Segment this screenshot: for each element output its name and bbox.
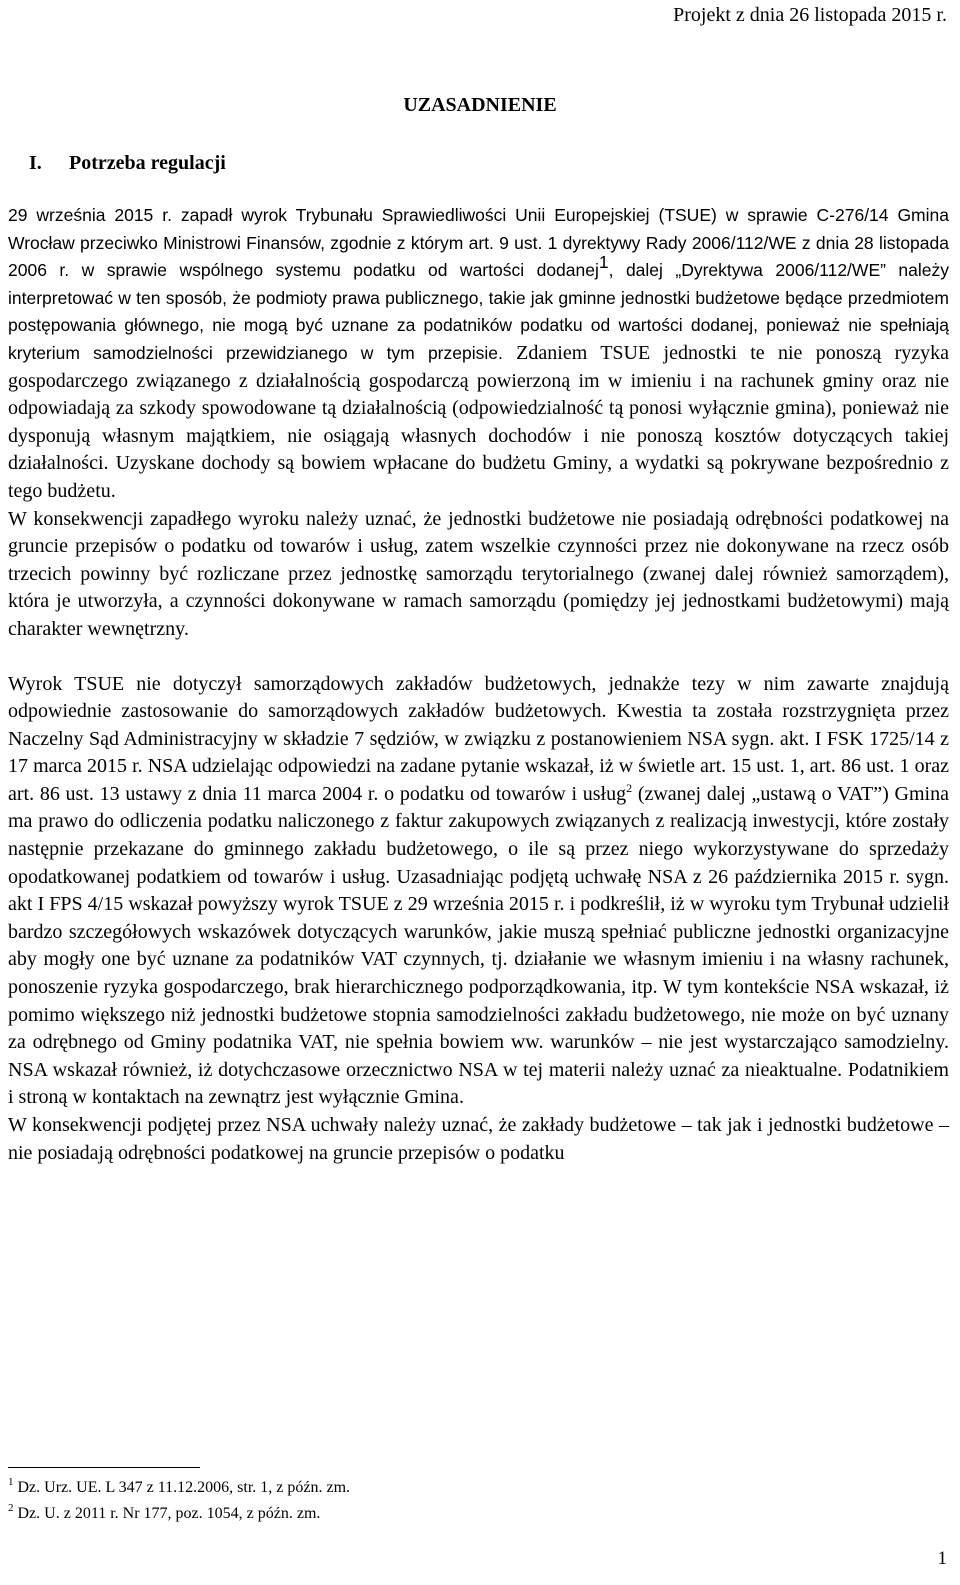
paragraph-nsa-resolution (8, 671, 949, 1113)
paragraph-consequence: W konsekwencji zapadłego wyroku należy uznać, że jednostki budżetowe nie posiadają odrębności podatkowej na gruncie przepisów o podatku od towarów i usług, zatem wszelkie czynności przez nie dokonywane na rzecz osób trzecich powinny być rozliczane przez jednostkę samorządu terytorialnego (zwanej dalej również samorządem), która je utworzyła, a czynności dokonywane w ramach samorządu (pomiędzy jej jednostkami budżetowymi) mają charakter wewnętrzny. (8, 507, 949, 640)
footnote-item (8, 1475, 350, 1501)
paragraph-text: Zdaniem TSUE jednostki te nie ponoszą ryzyka gospodarczego związanego z działalnością gospodarczą powierzoną im w imieniu i na rachunek gminy oraz nie odpowiadają za szkody spowodowane tą działalnością (odpowiedzialność tą ponosi wyłącznie gmina), ponieważ nie dysponują własnym majątkiem, nie osiągają własnych dochodów i nie ponoszą kosztów dotyczących takiej działalności. Uzyskane dochody są bowiem wpłacane do budżetu Gminy, a wydatki są pokrywane bezpośrednio z tego budżetu. (8, 341, 949, 502)
footnotes (8, 1475, 350, 1527)
paragraph-text: 29 września 2015 r. zapadł wyrok Trybunału Sprawiedliwości Unii Europejskiej (TSUE) w sprawie C-276/14 Gmina Wrocław przeciwko Ministrowi Finansów, zgodnie z którym art. 9 ust. 1 dyrektywy Rady 2006/112/WE z dnia 28 listopada 2006 r. w sprawie wspólnego systemu podatku od wartości dodanej (8, 205, 949, 281)
paragraph-text: Wyrok TSUE nie dotyczył samorządowych zakładów budżetowych, jednakże tezy w nim zawarte znajdują odpowiednie zastosowanie do samorządowych zakładów budżetowych. Kwestia ta została rozstrzygnięta przez Naczelny Sąd Administracyjny w składzie 7 sędziów, w związku z postanowieniem NSA sygn. akt. I FSK 1725/14 z 17 marca 2015 r. NSA udzielając odpowiedzi na zadane pytanie wskazał, iż w świetle art. 15 ust. 1, art. 86 ust. 1 oraz art. 86 ust. 13 ustawy z dnia 11 marca 2004 r. o podatku od towarów i usług (8, 672, 949, 805)
document-title: UZASADNIENIE (403, 94, 557, 116)
footnote-item (8, 1501, 350, 1527)
paragraph-tsue-ruling (8, 202, 949, 506)
section-number: I. (29, 152, 42, 174)
footnote-number: 1 (8, 1476, 14, 1488)
footnote-ref-2: 2 (626, 780, 633, 795)
footnote-number: 2 (8, 1502, 14, 1514)
footnote-separator (8, 1467, 200, 1468)
section-title: Potrzeba regulacji (69, 152, 226, 174)
footnote-text: Dz. Urz. UE. L 347 z 11.12.2006, str. 1, z późn. zm. (17, 1479, 351, 1496)
section-heading (29, 152, 226, 175)
paragraph-conclusion: W konsekwencji podjętej przez NSA uchwały należy uznać, że zakłady budżetowe – tak jak i jednostki budżetowe – nie posiadają odrębności podatkowej na gruncie przepisów o podatku (8, 1114, 949, 1164)
footnote-text: Dz. U. z 2011 r. Nr 177, poz. 1054, z późn. zm. (17, 1505, 321, 1522)
paragraph-spacer (8, 644, 949, 671)
paragraph-text: , dalej „Dyrektywa 2006/112/WE” należy interpretować w ten sposób, że podmioty prawa publicznego, takie jak gminne jednostki budżetowe będące przedmiotem postępowania głównego, nie mogą być uznane za podatników podatku od wartości dodanej, ponieważ nie spełniają kryterium samodzielności przewidzianego w tym przepisie. (8, 260, 949, 363)
draft-date-note: Projekt z dnia 26 listopada 2015 r. (673, 4, 947, 26)
document-body (8, 202, 949, 1167)
footnote-ref-1: 1 (598, 252, 609, 273)
page-number: 1 (937, 1548, 947, 1569)
paragraph-text: (zwanej dalej „ustawą o VAT”) Gmina ma prawo do odliczenia podatku naliczonego z faktur zakupowych związanych z realizacją inwestycji, które zostały następnie przekazane do gminnego zakładu budżetowego, o ile są przez niego wykorzystywane do sprzedaży opodatkowanej podatkiem od towarów i usług. Uzasadniając podjętą uchwałę NSA z 26 października 2015 r. sygn. akt I FPS 4/15 wskazał powyższy wyrok TSUE z 29 września 2015 r. i podkreślił, iż w wyroku tym Trybunał udzielił bardzo szczegółowych wskazówek dotyczących warunków, jakie muszą spełniać publiczne jednostki organizacyjne aby mogły one być uznane za podatników VAT czynnych, tj. działanie we własnym imieniu i na własny rachunek, ponoszenie ryzyka gospodarczego, brak hierarchicznego podporządkowania, itp. W tym kontekście NSA wskazał, iż pomimo większego niż jednostki budżetowe stopnia samodzielności zakładu budżetowego, nie może on być uznany za odrębnego od Gminy podatnika VAT, nie spełnia bowiem ww. warunków – nie jest wystarczająco samodzielny. NSA wskazał również, iż dotychczasowe orzecznictwo NSA w tej materii należy uznać za nieaktualne. Podatnikiem i stroną w kontaktach na zewnątrz jest wyłącznie Gmina. (8, 782, 949, 1109)
